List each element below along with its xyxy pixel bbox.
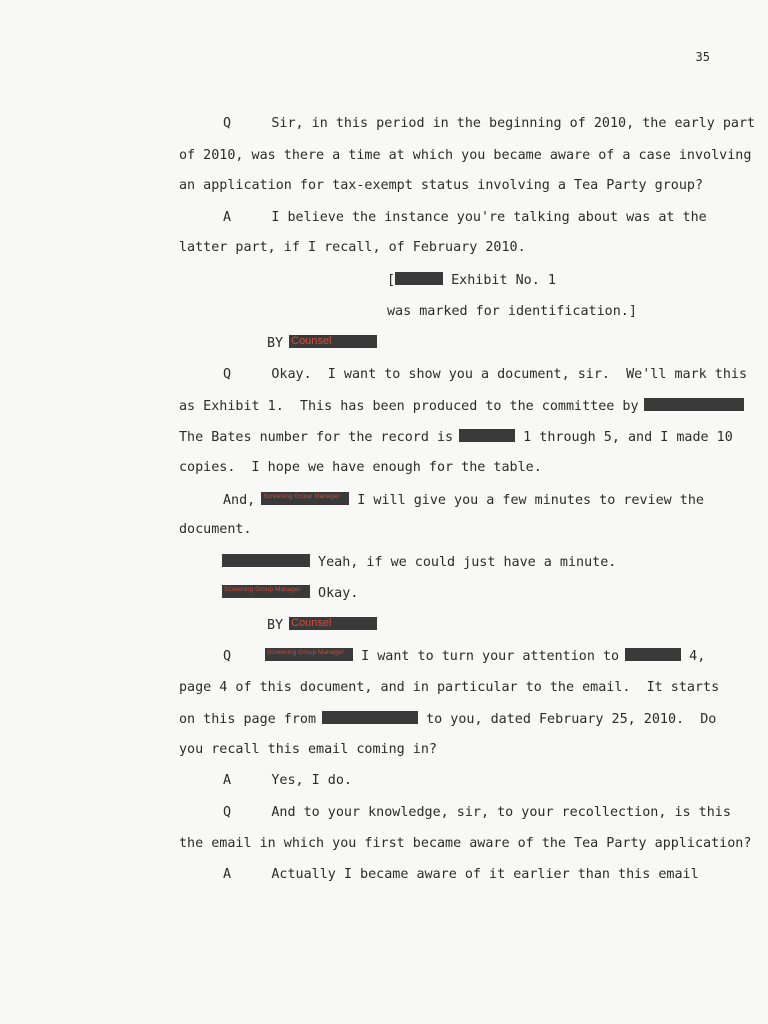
- line-text: I want to turn your attention to: [353, 649, 620, 664]
- speaker-line: [222, 554, 616, 571]
- line-text: you recall this email coming in?: [179, 742, 437, 757]
- line-text: as Exhibit 1. This has been produced to the committee by: [179, 399, 639, 414]
- line-text: an application for tax-exempt status involving a Tea Party group?: [179, 178, 704, 193]
- line-text: was marked for identification.]: [387, 304, 637, 319]
- redaction-block: [222, 585, 310, 598]
- line-text: Q And to your knowledge, sir, to your recollection, is this: [223, 805, 731, 820]
- line-text: And,: [223, 493, 256, 508]
- line-text: Q: [223, 649, 232, 664]
- line-text: Q Sir, in this period in the beginning of 2010, the early part: [223, 116, 756, 131]
- transcript-line: [223, 773, 352, 789]
- redaction-label: Screening Group Manager: [263, 493, 340, 500]
- transcript-line: [179, 522, 252, 538]
- line-text: The Bates number for the record is: [179, 430, 454, 445]
- redaction-block: [289, 335, 377, 348]
- exhibit-marking-line: [387, 304, 637, 320]
- line-text: A Yes, I do.: [223, 773, 352, 788]
- line-text: 1 through 5, and I made 10: [515, 430, 733, 445]
- line-text: 4,: [681, 649, 706, 664]
- line-text: document.: [179, 522, 252, 537]
- transcript-line: [223, 116, 755, 132]
- transcript-line: [179, 178, 703, 194]
- line-text: A Actually I became aware of it earlier than this email: [223, 867, 699, 882]
- line-text: Yeah, if we could just have a minute.: [310, 555, 617, 570]
- redaction-block: [322, 711, 418, 724]
- transcript-line: [179, 148, 751, 164]
- speaker-line: [222, 585, 358, 602]
- transcript-line: [223, 367, 747, 383]
- transcript-line: [179, 240, 526, 256]
- redaction-block: [625, 648, 681, 661]
- line-text: A I believe the instance you're talking about was at the: [223, 210, 707, 225]
- page-number: 35: [695, 50, 710, 64]
- transcript-line: [179, 460, 542, 476]
- redaction-block: [459, 429, 515, 442]
- examiner-line: [267, 617, 377, 634]
- transcript-line: [223, 210, 707, 226]
- transcript-line: [179, 711, 716, 728]
- redaction-label: Screening Group Manager: [267, 649, 344, 656]
- transcript-line: [179, 398, 744, 415]
- line-text: on this page from: [179, 712, 317, 727]
- line-text: Exhibit No. 1: [443, 273, 556, 288]
- transcript-line: [223, 867, 699, 883]
- redaction-block: [289, 617, 377, 630]
- line-text: page 4 of this document, and in particular to the email. It starts: [179, 680, 720, 695]
- redaction-label: Counsel: [291, 617, 332, 629]
- redaction-block: [644, 398, 744, 411]
- transcript-line: [223, 648, 705, 665]
- line-text: I will give you a few minutes to review the: [349, 493, 704, 508]
- redaction-label: Screening Group Manager: [224, 586, 301, 593]
- line-text: latter part, if I recall, of February 2010.: [179, 240, 526, 255]
- redaction-block: [265, 648, 353, 661]
- transcript-line: [179, 429, 733, 446]
- transcript-line: [223, 492, 704, 509]
- line-text: [: [387, 273, 396, 288]
- line-text: BY: [267, 618, 284, 633]
- redaction-label: Counsel: [291, 335, 332, 347]
- redaction-block: [395, 272, 443, 285]
- line-text: copies. I hope we have enough for the table.: [179, 460, 542, 475]
- transcript-line: [223, 805, 731, 821]
- transcript-line: [179, 836, 751, 852]
- examiner-line: [267, 335, 377, 352]
- line-text: BY: [267, 336, 284, 351]
- line-text: to you, dated February 25, 2010. Do: [418, 712, 717, 727]
- line-text: Q Okay. I want to show you a document, sir. We'll mark this: [223, 367, 748, 382]
- redaction-block: [261, 492, 349, 505]
- exhibit-marking-line: [387, 272, 556, 289]
- line-text: Okay.: [310, 586, 359, 601]
- line-text: of 2010, was there a time at which you became aware of a case involving: [179, 148, 752, 163]
- line-text: the email in which you first became aware of the Tea Party application?: [179, 836, 752, 851]
- redaction-block: [222, 554, 310, 567]
- transcript-line: [179, 680, 719, 696]
- transcript-line: [179, 742, 437, 758]
